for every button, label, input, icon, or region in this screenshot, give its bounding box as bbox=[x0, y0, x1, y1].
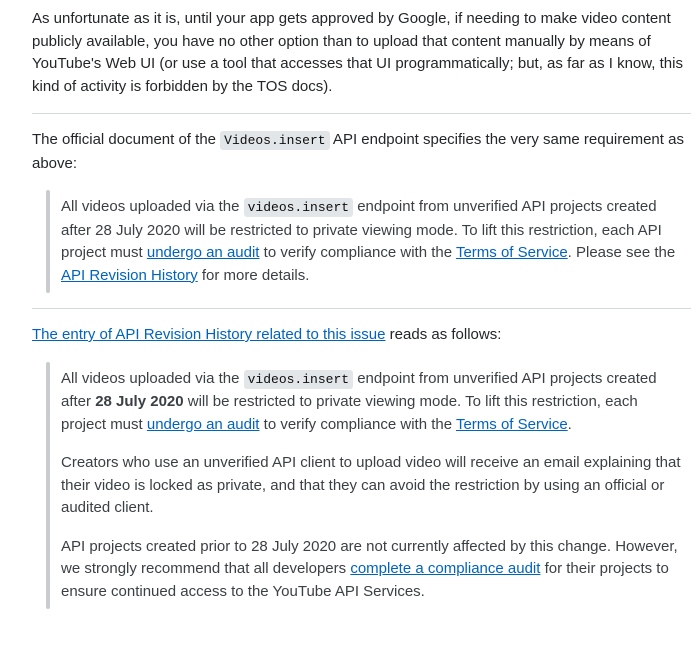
videos-insert-code-quote1: videos.insert bbox=[244, 198, 353, 217]
quote2-creators-text: Creators who use an unverified API client to upload video will receive an email explaining that their video is locked as private, and that they can avoid the restriction by using an official or audited client. bbox=[61, 454, 681, 516]
bold-date: 28 July 2020 bbox=[95, 393, 184, 410]
quote2-text-4: to verify compliance with the bbox=[259, 415, 456, 433]
quote2-paragraph-2 bbox=[61, 452, 683, 520]
revision-history-entry-link[interactable]: The entry of API Revision History related to this issue bbox=[32, 326, 386, 343]
quote2-text-5: . bbox=[567, 415, 572, 433]
quote1-text-5: for more details. bbox=[197, 266, 310, 284]
entry-paragraph bbox=[32, 324, 691, 347]
quote2-text-3: will be restricted to private viewing mode. To lift this restriction, each project must bbox=[61, 393, 638, 433]
official-text-before: The official document of the bbox=[32, 131, 221, 148]
intro-paragraph bbox=[32, 8, 691, 98]
compliance-audit-link[interactable]: complete a compliance audit bbox=[350, 560, 541, 577]
quote2-paragraph-1 bbox=[61, 368, 683, 437]
terms-of-service-link-2[interactable]: Terms of Service bbox=[455, 415, 568, 433]
divider-1 bbox=[32, 113, 691, 114]
api-revision-history-link[interactable]: API Revision History bbox=[61, 266, 198, 284]
intro-text: As unfortunate as it is, until your app gets approved by Google, if needing to make video content publicly available, you have no other option than to upload that content manually by means of YouTube's Web UI (or use a tool that accesses that UI programmatically; but, as far as I know, this kind of activity is forbidden by the TOS docs). bbox=[32, 10, 683, 95]
quote2-paragraph-3 bbox=[61, 536, 683, 604]
quote1-text-3: to verify compliance with the bbox=[259, 244, 456, 261]
undergo-audit-link[interactable]: undergo an audit bbox=[146, 244, 260, 261]
official-doc-paragraph bbox=[32, 129, 691, 175]
official-text-after: API endpoint specifies the very same requirement as above: bbox=[32, 131, 684, 172]
videos-insert-code: Videos.insert bbox=[220, 131, 329, 150]
quote1-text-2: endpoint from unverified API projects created after 28 July 2020 will be restricted to private viewing mode. To lift this restriction, each API project must bbox=[61, 198, 662, 261]
quote1-text-4: . Please see the bbox=[567, 244, 676, 261]
divider-2 bbox=[32, 308, 691, 309]
quote-official-doc bbox=[32, 190, 691, 293]
quote-revision-history bbox=[32, 362, 691, 610]
terms-of-service-link[interactable]: Terms of Service bbox=[455, 244, 568, 261]
quote2-p3-text-2: for their projects to ensure continued access to the YouTube API Services. bbox=[61, 560, 669, 600]
entry-text-after: reads as follows: bbox=[385, 326, 502, 343]
undergo-audit-link-2[interactable]: undergo an audit bbox=[146, 415, 260, 433]
quote2-text-2: endpoint from unverified API projects created after bbox=[61, 369, 657, 410]
quote2-p3-text-1: API projects created prior to 28 July 2020 are not currently affected by this change. However, we strongly recommend that all developers bbox=[61, 537, 678, 577]
quote2-text-1: All videos uploaded via the bbox=[61, 369, 244, 387]
videos-insert-code-quote2: videos.insert bbox=[244, 370, 353, 389]
quote1-text-1: All videos uploaded via the bbox=[61, 198, 244, 215]
quote-official-paragraph bbox=[61, 196, 683, 287]
